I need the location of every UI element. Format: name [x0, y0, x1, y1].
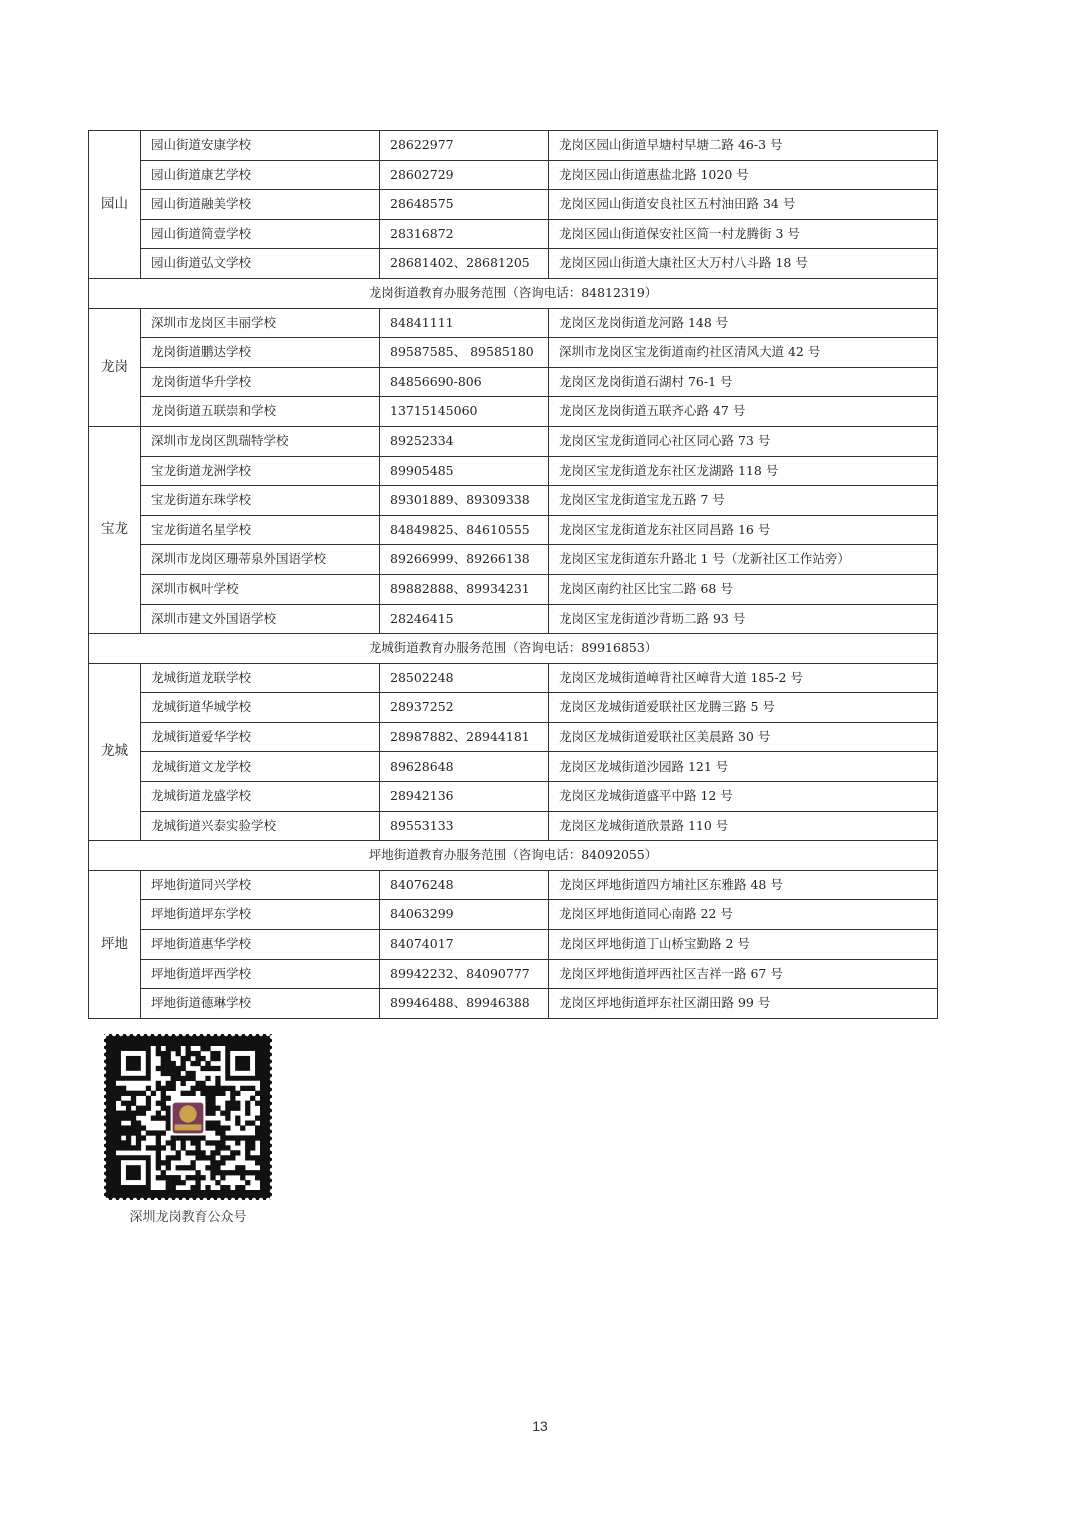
school-name: 龙城街道龙盛学校: [141, 782, 380, 812]
school-address: 龙岗区宝龙街道东升路北 1 号（龙新社区工作站旁）: [549, 545, 938, 575]
school-phone: 89301889、89309338: [380, 486, 549, 516]
school-address: 深圳市龙岗区宝龙街道南约社区清风大道 42 号: [549, 338, 938, 368]
school-name: 宝龙街道龙洲学校: [141, 456, 380, 486]
school-address: 龙岗区龙岗街道龙河路 148 号: [549, 308, 938, 338]
school-address: 龙岗区宝龙街道沙背坜二路 93 号: [549, 604, 938, 634]
logo-emblem: [179, 1105, 196, 1122]
school-name: 园山街道弘文学校: [141, 249, 380, 279]
table-row: [89, 752, 938, 782]
district-label: 坪地: [89, 870, 141, 1018]
school-address: 龙岗区坪地街道坪西社区吉祥一路 67 号: [549, 959, 938, 989]
school-name: 园山街道安康学校: [141, 131, 380, 161]
table-row: [89, 249, 938, 279]
table-row: [89, 545, 938, 575]
school-name: 园山街道融美学校: [141, 190, 380, 220]
school-name: 坪地街道德琳学校: [141, 989, 380, 1019]
school-phone: 89628648: [380, 752, 549, 782]
school-name: 坪地街道惠华学校: [141, 930, 380, 960]
school-name: 深圳市龙岗区凯瑞特学校: [141, 426, 380, 456]
school-name: 龙城街道兴泰实验学校: [141, 811, 380, 841]
school-address: 龙岗区园山街道早塘村早塘二路 46-3 号: [549, 131, 938, 161]
school-address: 龙岗区龙城街道沙园路 121 号: [549, 752, 938, 782]
school-name: 坪地街道坪东学校: [141, 900, 380, 930]
qr-code: [104, 1034, 272, 1200]
table-row: [89, 900, 938, 930]
school-name: 坪地街道坪西学校: [141, 959, 380, 989]
table-row: [89, 131, 938, 161]
school-name: 深圳市建文外国语学校: [141, 604, 380, 634]
school-name: 龙城街道文龙学校: [141, 752, 380, 782]
district-label: 园山: [89, 131, 141, 279]
school-name: 深圳市龙岗区丰丽学校: [141, 308, 380, 338]
table-row: [89, 870, 938, 900]
school-phone: 89587585、 89585180: [380, 338, 549, 368]
district-label: 宝龙: [89, 426, 141, 633]
school-table: [88, 130, 938, 1019]
school-address: 龙岗区南约社区比宝二路 68 号: [549, 574, 938, 604]
school-phone: 28246415: [380, 604, 549, 634]
qr-code-icon: [104, 1034, 272, 1200]
school-phone: 89946488、89946388: [380, 989, 549, 1019]
school-name: 园山街道简壹学校: [141, 219, 380, 249]
table-row: [89, 959, 938, 989]
table-row: [89, 693, 938, 723]
school-address: 龙岗区园山街道惠盐北路 1020 号: [549, 160, 938, 190]
table-row: [89, 574, 938, 604]
school-address: 龙岗区龙城街道爱联社区龙腾三路 5 号: [549, 693, 938, 723]
school-phone: 84076248: [380, 870, 549, 900]
school-name: 宝龙街道东珠学校: [141, 486, 380, 516]
school-phone: 28681402、28681205: [380, 249, 549, 279]
school-address: 龙岗区龙岗街道石湖村 76-1 号: [549, 367, 938, 397]
school-address: 龙岗区龙城街道欣景路 110 号: [549, 811, 938, 841]
school-address: 龙岗区坪地街道坪东社区湖田路 99 号: [549, 989, 938, 1019]
school-address: 龙岗区园山街道大康社区大万村八斗路 18 号: [549, 249, 938, 279]
school-phone: 28602729: [380, 160, 549, 190]
school-name: 龙城街道爱华学校: [141, 722, 380, 752]
school-address: 龙岗区宝龙街道宝龙五路 7 号: [549, 486, 938, 516]
table-row: [89, 338, 938, 368]
table-row: [89, 930, 938, 960]
school-address: 龙岗区园山街道安良社区五村油田路 34 号: [549, 190, 938, 220]
section-header-row: [89, 841, 938, 871]
section-title: 龙岗街道教育办服务范围（咨询电话：84812319）: [89, 278, 938, 308]
school-address: 龙岗区宝龙街道龙东社区龙湖路 118 号: [549, 456, 938, 486]
table-row: [89, 663, 938, 693]
school-address: 龙岗区坪地街道四方埔社区东雅路 48 号: [549, 870, 938, 900]
school-phone: 89252334: [380, 426, 549, 456]
school-phone: 89266999、89266138: [380, 545, 549, 575]
school-address: 龙岗区龙岗街道五联齐心路 47 号: [549, 397, 938, 427]
school-phone: 28987882、28944181: [380, 722, 549, 752]
school-phone: 28502248: [380, 663, 549, 693]
school-name: 深圳市枫叶学校: [141, 574, 380, 604]
school-phone: 84841111: [380, 308, 549, 338]
school-name: 龙岗街道五联崇和学校: [141, 397, 380, 427]
school-address: 龙岗区宝龙街道龙东社区同昌路 16 号: [549, 515, 938, 545]
table-row: [89, 456, 938, 486]
school-address: 龙岗区龙城街道爱联社区美晨路 30 号: [549, 722, 938, 752]
school-phone: 89905485: [380, 456, 549, 486]
school-phone: 84063299: [380, 900, 549, 930]
section-title: 坪地街道教育办服务范围（咨询电话：84092055）: [89, 841, 938, 871]
school-phone: 28316872: [380, 219, 549, 249]
school-phone: 84849825、84610555: [380, 515, 549, 545]
school-phone: 89553133: [380, 811, 549, 841]
table-row: [89, 782, 938, 812]
table-row: [89, 811, 938, 841]
school-address: 龙岗区宝龙街道同心社区同心路 73 号: [549, 426, 938, 456]
school-address: 龙岗区龙城街道盛平中路 12 号: [549, 782, 938, 812]
school-phone: 28648575: [380, 190, 549, 220]
school-phone: 28937252: [380, 693, 549, 723]
table-row: [89, 486, 938, 516]
section-title: 龙城街道教育办服务范围（咨询电话：89916853）: [89, 634, 938, 664]
qr-caption: 深圳龙岗教育公众号: [129, 1210, 247, 1225]
school-phone: 89882888、89934231: [380, 574, 549, 604]
school-phone: 84074017: [380, 930, 549, 960]
table-row: [89, 308, 938, 338]
school-name: 龙岗街道鹏达学校: [141, 338, 380, 368]
school-address: 龙岗区园山街道保安社区简一村龙腾街 3 号: [549, 219, 938, 249]
page-number: 13: [532, 1418, 548, 1434]
district-label: 龙岗: [89, 308, 141, 426]
school-name: 坪地街道同兴学校: [141, 870, 380, 900]
school-phone: 28942136: [380, 782, 549, 812]
table-row: [89, 426, 938, 456]
school-name: 深圳市龙岗区珊蒂泉外国语学校: [141, 545, 380, 575]
table-row: [89, 367, 938, 397]
table-row: [89, 722, 938, 752]
school-address: 龙岗区坪地街道同心南路 22 号: [549, 900, 938, 930]
school-phone: 84856690-806: [380, 367, 549, 397]
school-name: 园山街道康艺学校: [141, 160, 380, 190]
table-row: [89, 989, 938, 1019]
logo-text-band: [175, 1124, 202, 1130]
table-row: [89, 604, 938, 634]
school-phone: 13715145060: [380, 397, 549, 427]
school-name: 宝龙街道名星学校: [141, 515, 380, 545]
school-name: 龙城街道华城学校: [141, 693, 380, 723]
school-address: 龙岗区坪地街道丁山桥宝勤路 2 号: [549, 930, 938, 960]
district-label: 龙城: [89, 663, 141, 841]
school-phone: 89942232、84090777: [380, 959, 549, 989]
table-row: [89, 190, 938, 220]
school-name: 龙城街道龙联学校: [141, 663, 380, 693]
table-row: [89, 397, 938, 427]
table-row: [89, 515, 938, 545]
section-header-row: [89, 634, 938, 664]
school-name: 龙岗街道华升学校: [141, 367, 380, 397]
school-address: 龙岗区龙城街道嶂背社区嶂背大道 185-2 号: [549, 663, 938, 693]
section-header-row: [89, 278, 938, 308]
table-row: [89, 219, 938, 249]
table-row: [89, 160, 938, 190]
school-phone: 28622977: [380, 131, 549, 161]
